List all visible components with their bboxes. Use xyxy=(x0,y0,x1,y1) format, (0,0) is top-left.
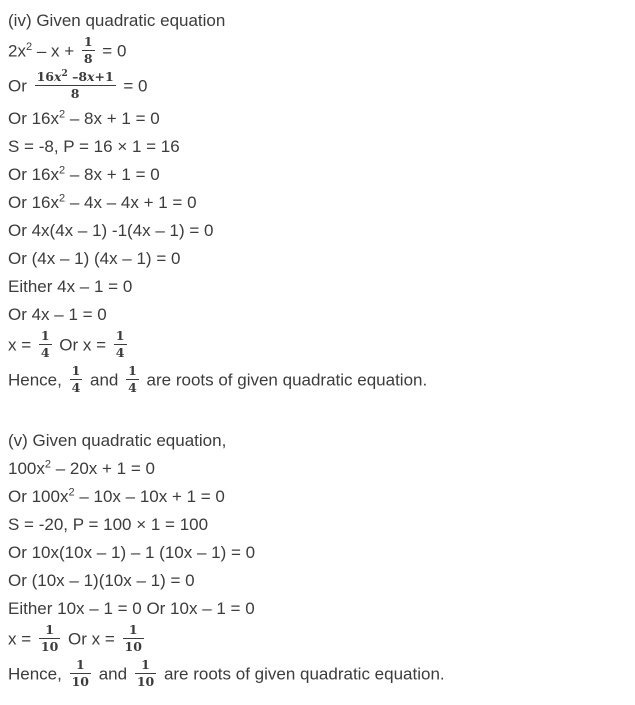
fraction-numerator xyxy=(70,364,83,379)
document-line xyxy=(8,34,627,67)
document-line xyxy=(8,247,627,270)
text-run: Or 16x xyxy=(8,165,60,184)
fraction xyxy=(126,364,139,394)
superscript-exponent: 2 xyxy=(59,108,66,121)
fraction-numerator xyxy=(123,623,144,638)
text-run: S = -20, P = 100 × 1 = 100 xyxy=(8,515,209,534)
document-line xyxy=(8,303,627,326)
text-run: 4 xyxy=(40,344,50,360)
text-run: 1 xyxy=(128,363,137,378)
document-line xyxy=(8,622,627,655)
fraction xyxy=(35,70,116,100)
text-run: 10 xyxy=(124,638,142,654)
text-run: Or x = xyxy=(54,335,111,355)
document-line xyxy=(8,597,627,620)
text-run: Or x = xyxy=(63,629,120,649)
fraction xyxy=(39,329,52,359)
text-run: 4 xyxy=(71,379,81,395)
fraction-denominator xyxy=(70,379,83,395)
text-run: Or 4x(4x – 1) -1(4x – 1) = 0 xyxy=(8,221,214,240)
text-run: (v) Given quadratic equation, xyxy=(8,431,227,450)
text-run: 1 xyxy=(128,622,138,637)
superscript-exponent: 2 xyxy=(59,164,66,177)
document-line xyxy=(8,68,627,102)
text-run: 8 xyxy=(83,50,93,66)
text-run: Hence, xyxy=(8,664,67,684)
text-run: 100x xyxy=(8,459,45,478)
text-run: Or (10x – 1)(10x – 1) = 0 xyxy=(8,571,195,590)
text-run: – 8x + 1 = 0 xyxy=(65,109,160,128)
text-run: – 10x – 10x + 1 = 0 xyxy=(74,487,225,506)
text-run: 1 xyxy=(71,363,81,378)
text-run: Or 100x xyxy=(8,487,69,506)
fraction xyxy=(114,329,127,359)
fraction-numerator xyxy=(114,329,127,344)
fraction-numerator xyxy=(70,658,91,673)
text-run: are roots of given quadratic equation. xyxy=(159,664,445,684)
superscript-exponent: 2 xyxy=(44,458,51,471)
fraction-denominator xyxy=(114,344,127,360)
text-run: 10 xyxy=(40,638,59,654)
fraction-numerator xyxy=(135,658,156,673)
text-run: 1 xyxy=(141,657,150,672)
text-run: Either 10x – 1 = 0 Or 10x – 1 = 0 xyxy=(8,599,255,618)
document-line xyxy=(8,363,627,396)
text-run: Or 16x xyxy=(8,109,60,128)
fraction-numerator xyxy=(82,35,95,50)
document-body xyxy=(8,9,627,690)
text-run: x = xyxy=(8,629,36,649)
text-run: 16 xyxy=(36,69,55,84)
fraction xyxy=(82,35,95,65)
document-line xyxy=(8,107,627,130)
text-run: – 20x + 1 = 0 xyxy=(51,459,155,478)
document-line xyxy=(8,485,627,508)
text-run: Or (4x – 1) (4x – 1) = 0 xyxy=(8,249,181,268)
text-run: 10 xyxy=(71,673,89,689)
fraction-numerator xyxy=(39,623,60,638)
fraction-denominator xyxy=(126,379,139,395)
text-run: 1 xyxy=(75,657,85,672)
fraction-denominator xyxy=(35,85,116,101)
superscript-exponent: 2 xyxy=(59,192,66,205)
fraction-denominator xyxy=(70,673,91,689)
text-run: 4 xyxy=(128,379,137,395)
document-line xyxy=(8,163,627,186)
text-run: 8 xyxy=(70,85,80,101)
text-run: 1 xyxy=(40,328,50,343)
fraction-numerator xyxy=(126,364,139,379)
text-run: – 4x – 4x + 1 = 0 xyxy=(65,193,197,212)
text-run: – 8x + 1 = 0 xyxy=(65,165,160,184)
document-line xyxy=(8,569,627,592)
text-run: (iv) Given quadratic equation xyxy=(8,11,226,30)
text-run: Or xyxy=(8,76,32,96)
document-line xyxy=(8,457,627,480)
document-line xyxy=(8,541,627,564)
document-line xyxy=(8,219,627,242)
superscript-exponent: 2 xyxy=(25,40,33,53)
text-run: are roots of given quadratic equation. xyxy=(141,370,428,390)
document-line xyxy=(8,275,627,298)
fraction-denominator xyxy=(82,50,95,66)
text-run: 1 xyxy=(115,328,125,343)
superscript-exponent: 2 xyxy=(61,68,68,79)
text-run: +1 xyxy=(94,69,114,84)
document-line xyxy=(8,135,627,158)
text-run: 4 xyxy=(115,344,125,360)
text-run: = 0 xyxy=(97,41,127,61)
text-run: – x + xyxy=(32,41,79,61)
fraction-denominator xyxy=(39,638,60,654)
text-run: Or 10x(10x – 1) – 1 (10x – 1) = 0 xyxy=(8,543,256,562)
document-line xyxy=(8,657,627,690)
text-run: = 0 xyxy=(118,76,148,96)
text-run: –8 xyxy=(67,69,88,84)
text-run: 1 xyxy=(83,34,93,49)
fraction-numerator xyxy=(35,70,116,85)
fraction-numerator xyxy=(39,329,52,344)
math-identifier: x xyxy=(54,69,62,84)
fraction xyxy=(39,623,60,653)
fraction xyxy=(70,364,83,394)
document-line xyxy=(8,9,627,32)
math-identifier: x xyxy=(87,69,95,84)
fraction xyxy=(123,623,144,653)
text-run: S = -8, P = 16 × 1 = 16 xyxy=(8,137,180,156)
superscript-exponent: 2 xyxy=(68,486,75,499)
text-run: x = xyxy=(8,335,36,355)
fraction-denominator xyxy=(39,344,52,360)
text-run: and xyxy=(94,664,132,684)
text-run: 2x xyxy=(8,41,26,61)
text-run: 10 xyxy=(136,673,155,689)
document-line xyxy=(8,191,627,214)
text-run: 1 xyxy=(45,622,54,637)
document-line xyxy=(8,328,627,361)
document-line xyxy=(8,429,627,452)
text-run: Or 16x xyxy=(8,193,60,212)
text-run: Hence, xyxy=(8,370,67,390)
blank-line xyxy=(8,401,627,424)
text-run: Or 4x – 1 = 0 xyxy=(8,305,107,324)
text-run: and xyxy=(85,370,124,390)
fraction-denominator xyxy=(135,673,156,689)
fraction-denominator xyxy=(123,638,144,654)
text-run: Either 4x – 1 = 0 xyxy=(8,277,133,296)
document-line xyxy=(8,513,627,536)
